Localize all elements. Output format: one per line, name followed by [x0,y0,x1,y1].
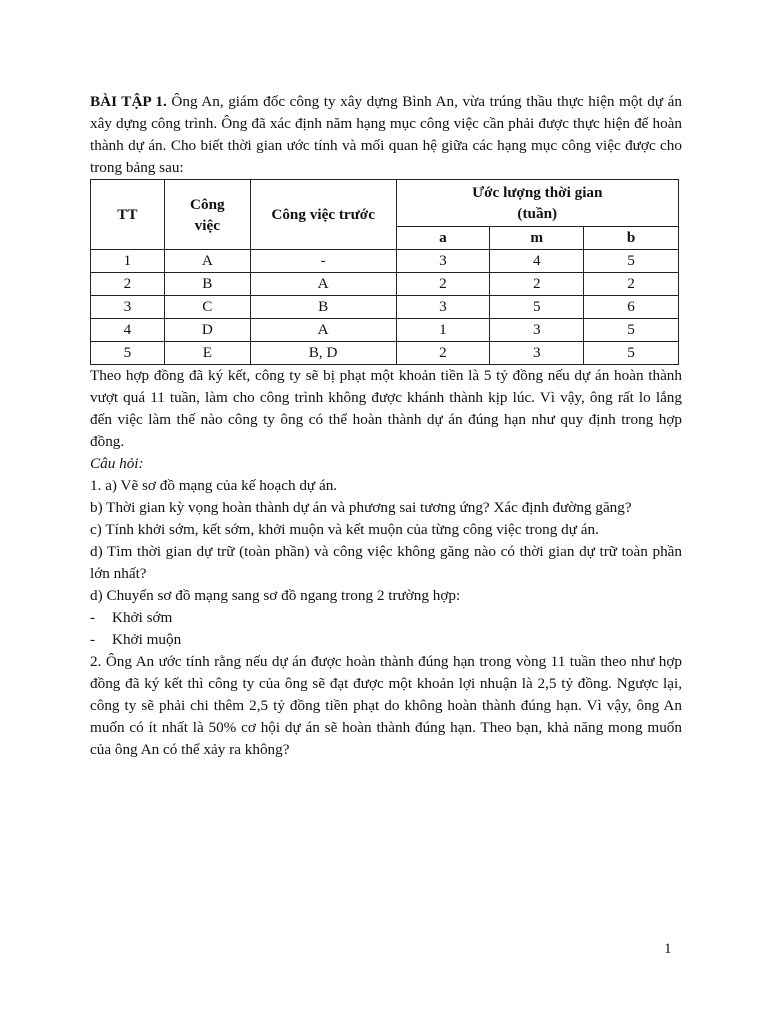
cell-a: 3 [396,250,490,273]
question-1a: 1. a) Vẽ sơ đồ mạng của kế hoạch dự án. [90,477,338,494]
question-2-paragraph: 2. Ông An ước tính rằng nếu dự án được hoàn thành đúng hạn trong vòng 11 tuần theo như hợp đồng đã ký kết thì công ty của ông sẽ đạt được một khoản lợi nhuận là 2,5 tỷ đồng. Ngược lại, công ty sẽ phải chi thêm 2,5 tỷ đồng tiền phạt do không hoàn thành đúng hạn. Vì vậy, ông An muốn có ít nhất là 50% cơ hội dự án sẽ hoàn thành đúng hạn. Theo bạn, khả năng mong muốn của ông An có thể xảy ra không? [90,653,682,758]
contract-paragraph: Theo hợp đồng đã ký kết, công ty sẽ bị phạt một khoản tiền là 5 tỷ đồng nếu dự án hoàn thành vượt quá 11 tuần, làm cho công trình không được khánh thành kịp lúc. Vì vậy, ông rất lo lắng đến việc làm thế nào công ty ông có thể hoàn thành dự án đúng hạn như quy định trong hợp đồng. [90,367,682,450]
header-tt: TT [91,180,165,250]
list-item: - Khởi muộn [90,629,682,651]
table-row [91,319,679,342]
cell-m: 2 [490,273,584,296]
cell-b: 5 [584,319,679,342]
header-cong-viec: Công việc [164,180,250,250]
document-page [90,91,682,761]
header-b: b [584,227,679,250]
cell-a: 2 [396,342,490,365]
header-cong-viec-truoc: Công việc trước [250,180,396,250]
cell-cong-viec: D [164,319,250,342]
dash-item-text: Khởi sớm [112,609,173,626]
page-number: 1 [664,940,672,957]
cell-tt: 5 [91,342,165,365]
cell-a: 3 [396,296,490,319]
cell-m: 4 [490,250,584,273]
header-uoc-luong: Ước lượng thời gian (tuần) [396,180,678,227]
header-a: a [396,227,490,250]
cell-truoc: - [250,250,396,273]
cell-truoc: A [250,273,396,296]
table-row [91,273,679,296]
table-row [91,250,679,273]
cell-m: 5 [490,296,584,319]
list-item: - Khởi sớm [90,607,682,629]
cell-b: 2 [584,273,679,296]
table-row [91,342,679,365]
cell-b: 5 [584,342,679,365]
exercise-heading: BÀI TẬP 1. [90,93,167,110]
cell-tt: 1 [91,250,165,273]
cell-cong-viec: E [164,342,250,365]
intro-text: Ông An, giám đốc công ty xây dựng Bình An, vừa trúng thầu thực hiện một dự án xây dựng công trình. Ông đã xác định năm hạng mục công việc cần phải được thực hiện để hoàn thành dự án. Cho biết thời gian ước tính và mối quan hệ giữa các hạng mục công việc được cho trong bảng sau: [90,93,682,176]
question-1b: b) Thời gian kỳ vọng hoàn thành dự án và phương sai tương ứng? Xác định đường găng? [90,499,632,516]
intro-paragraph [90,91,682,179]
cell-b: 5 [584,250,679,273]
cell-tt: 2 [91,273,165,296]
dash-item-text: Khởi muộn [112,631,182,648]
cell-m: 3 [490,342,584,365]
question-1d-2: d) Chuyển sơ đồ mạng sang sơ đồ ngang trong 2 trường hợp: [90,587,461,604]
cell-cong-viec: B [164,273,250,296]
cell-a: 1 [396,319,490,342]
cell-cong-viec: A [164,250,250,273]
cell-truoc: B, D [250,342,396,365]
table-row [91,296,679,319]
cell-b: 6 [584,296,679,319]
cell-truoc: B [250,296,396,319]
cell-a: 2 [396,273,490,296]
cell-tt: 3 [91,296,165,319]
cell-truoc: A [250,319,396,342]
questions-label: Câu hỏi: [90,455,144,472]
task-table [90,179,679,365]
cell-cong-viec: C [164,296,250,319]
cell-m: 3 [490,319,584,342]
header-m: m [490,227,584,250]
cell-tt: 4 [91,319,165,342]
question-1d: d) Tìm thời gian dự trữ (toàn phần) và công việc không găng nào có thời gian dự trữ toàn phần lớn nhất? [90,543,682,582]
question-1c: c) Tính khởi sớm, kết sớm, khởi muộn và kết muộn của từng công việc trong dự án. [90,521,599,538]
